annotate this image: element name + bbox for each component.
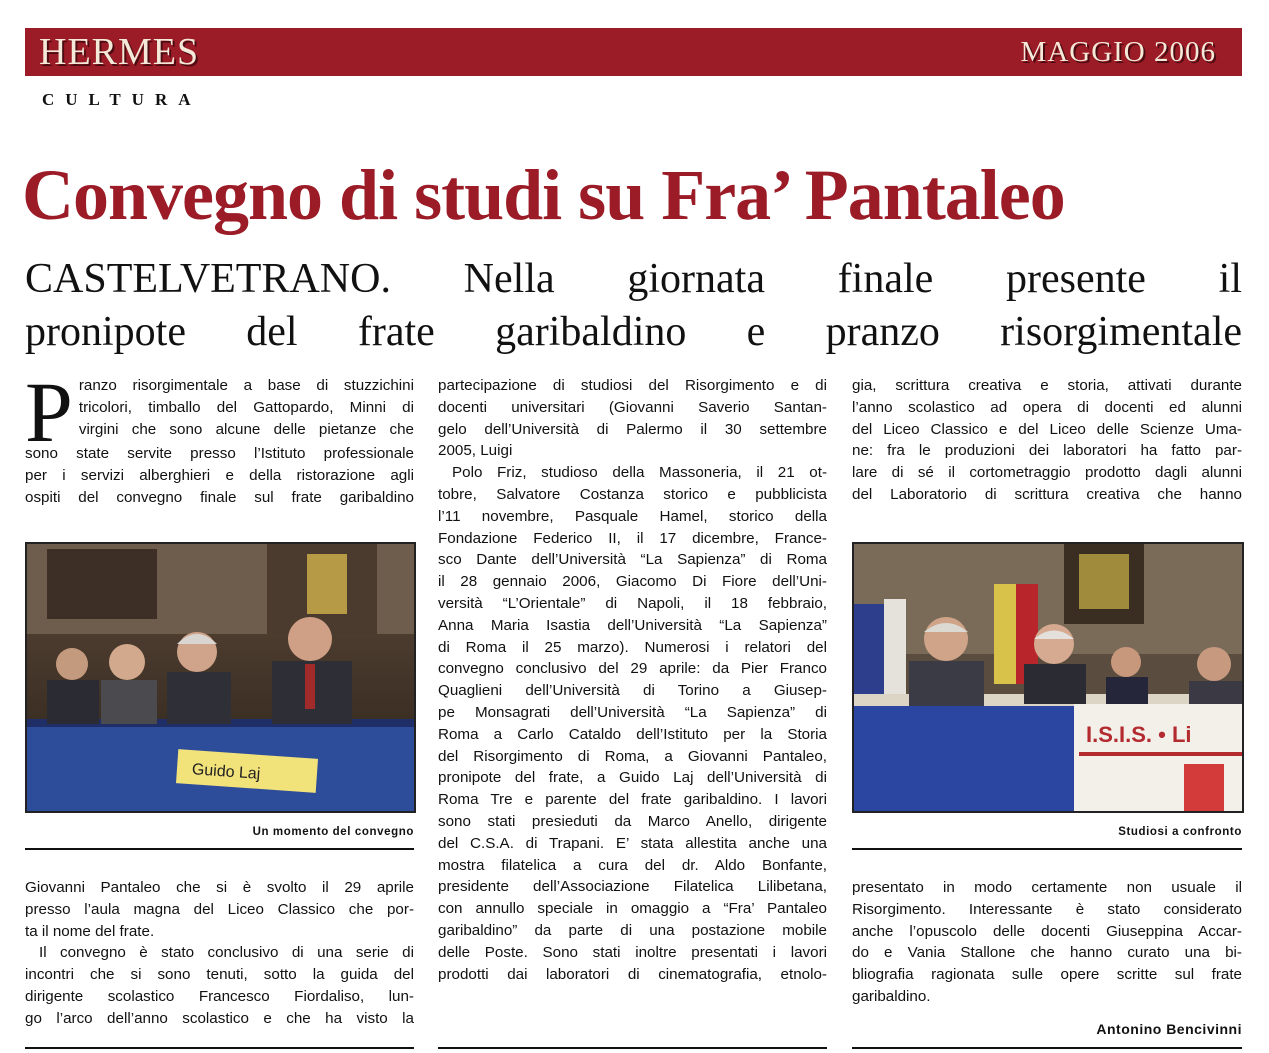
text-line: ta il nome del frate. [25, 922, 155, 940]
subhead-line: CASTELVETRANO. Nella giornata finale presente il [25, 256, 1242, 302]
section-label: CULTURA [42, 90, 202, 109]
column-3-top [852, 375, 1242, 506]
text-line: sono state servite presso l’Istituto professionale [25, 445, 414, 462]
article-subhead [25, 253, 1242, 359]
author-signature: Antonino Bencivinni [1096, 1021, 1242, 1037]
text-line: pronipote del frate, a Guido Laj dell’Università di [438, 769, 827, 787]
text-line: del Laboratorio di scrittura creativa che hanno [852, 485, 1242, 503]
text-line: di Roma il 25 marzo). Numerosi i relatori del [438, 638, 827, 656]
text-line: ospiti del convegno finale sul frate garibaldino [25, 488, 414, 506]
text-line: garibaldino” da parte di una postazione mobile [438, 921, 827, 939]
text-line: l’anno scolastico ad opera di docenti ed alunni [852, 398, 1242, 416]
text-line: pe Monsagrati dell’Università “La Sapienza” di [438, 703, 827, 721]
panel-photo [852, 542, 1244, 813]
text-line: Polo Friz, studioso della Massoneria, il 21 ot- [452, 464, 827, 482]
divider [852, 848, 1242, 850]
text-line: bliografia ragionata sulle opere scritte sul frate [852, 966, 1242, 984]
text-line: gelo dell’Università di Palermo il 30 settembre [438, 420, 827, 438]
text-line: versità “L’Orientale” di Napoli, il 18 febbraio, [438, 594, 827, 612]
text-line: garibaldino. [852, 987, 931, 1005]
text-line: delle Poste. Sono stati inoltre presentati i lavori [438, 943, 827, 961]
bottom-divider [438, 1047, 827, 1049]
photo-caption: Un momento del convegno [252, 826, 414, 838]
panel-photo-image [854, 544, 1242, 811]
column-1-top [25, 364, 414, 508]
text-line: virgini che sono alcune delle pietanze che [78, 420, 414, 438]
text-line: del Liceo Classico e del Liceo delle Scienze Uma- [852, 420, 1242, 438]
column-1-bottom [25, 877, 414, 1030]
text-line: per i servizi alberghieri e della ristorazione agli [25, 466, 414, 484]
article-headline: Convegno di studi su Fra’ Pantaleo [22, 155, 1065, 235]
text-line: Roma a Carlo Cataldo dell’Istituto per la Storia [438, 725, 827, 743]
divider [25, 848, 414, 850]
text-line: Roma Tre e parente del frate garibaldino. I lavori [438, 791, 827, 809]
text-line: dirigente scolastico Francesco Fiordaliso, lun- [25, 987, 414, 1005]
text-line: tobre, Salvatore Costanza storico e pubblicista [438, 485, 827, 503]
text-line: go l’arco dell’anno scolastico e che ha visto la [25, 1009, 414, 1027]
text-line: Anna Maria Isastia dell’Università “La Sapienza” [438, 616, 827, 634]
text-line: presentato in modo certamente non usuale il [852, 879, 1242, 896]
text-line: lare di sé il cortometraggio prodotto dagli alunni [852, 464, 1242, 482]
text-line: sono stati presieduti da Marco Anello, dirigente [438, 812, 827, 830]
banner-text: I.S.I.S. • Li [1086, 722, 1192, 747]
text-line: Fondazione Federico II, il 17 dicembre, France- [438, 529, 827, 547]
text-line: sco Dante dell’Università “La Sapienza” di Roma [438, 551, 827, 569]
text-line: prodotti dai laboratori di cinematografia, etnolo- [438, 965, 827, 983]
text-line: Risorgimento. Interessante è stato considerato [852, 900, 1242, 918]
column-2 [438, 375, 827, 985]
photo-caption: Studiosi a confronto [1118, 826, 1242, 838]
text-line: gia, scrittura creativa e storia, attivati durante [852, 377, 1242, 394]
text-line: mostra filatelica a cura del dr. Aldo Bonfante, [438, 856, 827, 874]
text-line: tricolori, timballo del Gattopardo, Minni di [78, 398, 414, 416]
text-line: del C.S.A. di Trapani. E’ stata allestita anche una [438, 834, 827, 852]
text-line: docenti universitari (Giovanni Saverio Santan- [438, 398, 827, 416]
column-3-bottom [852, 877, 1242, 1008]
nameplate-text: Guido Laj [191, 761, 261, 783]
text-line: presidente dell’Associazione Filatelica Lilibetana, [438, 878, 827, 896]
text-line: Quaglieni dell’Università di Torino a Giusep- [438, 682, 827, 700]
text-line: do e Vania Stallone che hanno curato una bi- [852, 944, 1242, 962]
bottom-divider [25, 1047, 414, 1049]
issue-date: MAGGIO 2006 [1020, 36, 1216, 68]
masthead-bar [25, 28, 1242, 76]
subhead-line: pronipote del frate garibaldino e pranzo risorgimentale [25, 309, 1242, 355]
text-line: partecipazione di studiosi del Risorgimento e di [438, 377, 827, 394]
publication-logo: HERMES [39, 31, 200, 73]
text-line: Il convegno è stato conclusivo di una serie di [39, 944, 414, 962]
bottom-divider [852, 1047, 1242, 1049]
text-line: l’11 novembre, Pasquale Hamel, storico della [438, 507, 827, 525]
conference-photo [25, 542, 416, 813]
text-line: incontri che si sono tenuti, sotto la guida del [25, 966, 414, 984]
text-line: convegno conclusivo del 29 aprile: da Pier Franco [438, 660, 827, 678]
text-line: del Risorgimento di Roma, a Giovanni Pantaleo, [438, 747, 827, 765]
text-line: ranzo risorgimentale a base di stuzzichini [78, 377, 414, 394]
text-line: 2005, Luigi [438, 442, 513, 460]
text-line: presso l’aula magna del Liceo Classico che por- [25, 900, 414, 918]
text-line: il 28 gennaio 2006, Giacomo Di Fiore dell’Uni- [438, 573, 827, 591]
text-line: ne: fra le produzioni dei laboratori ha fatto par- [852, 442, 1242, 460]
text-line: con annullo speciale in omaggio a “Fra’ Pantaleo [438, 900, 827, 918]
conference-photo-image [27, 544, 414, 811]
text-line: anche l’opuscolo delle docenti Giuseppina Accar- [852, 922, 1242, 940]
text-line: Giovanni Pantaleo che si è svolto il 29 aprile [25, 879, 414, 896]
drop-cap: P [25, 364, 73, 460]
